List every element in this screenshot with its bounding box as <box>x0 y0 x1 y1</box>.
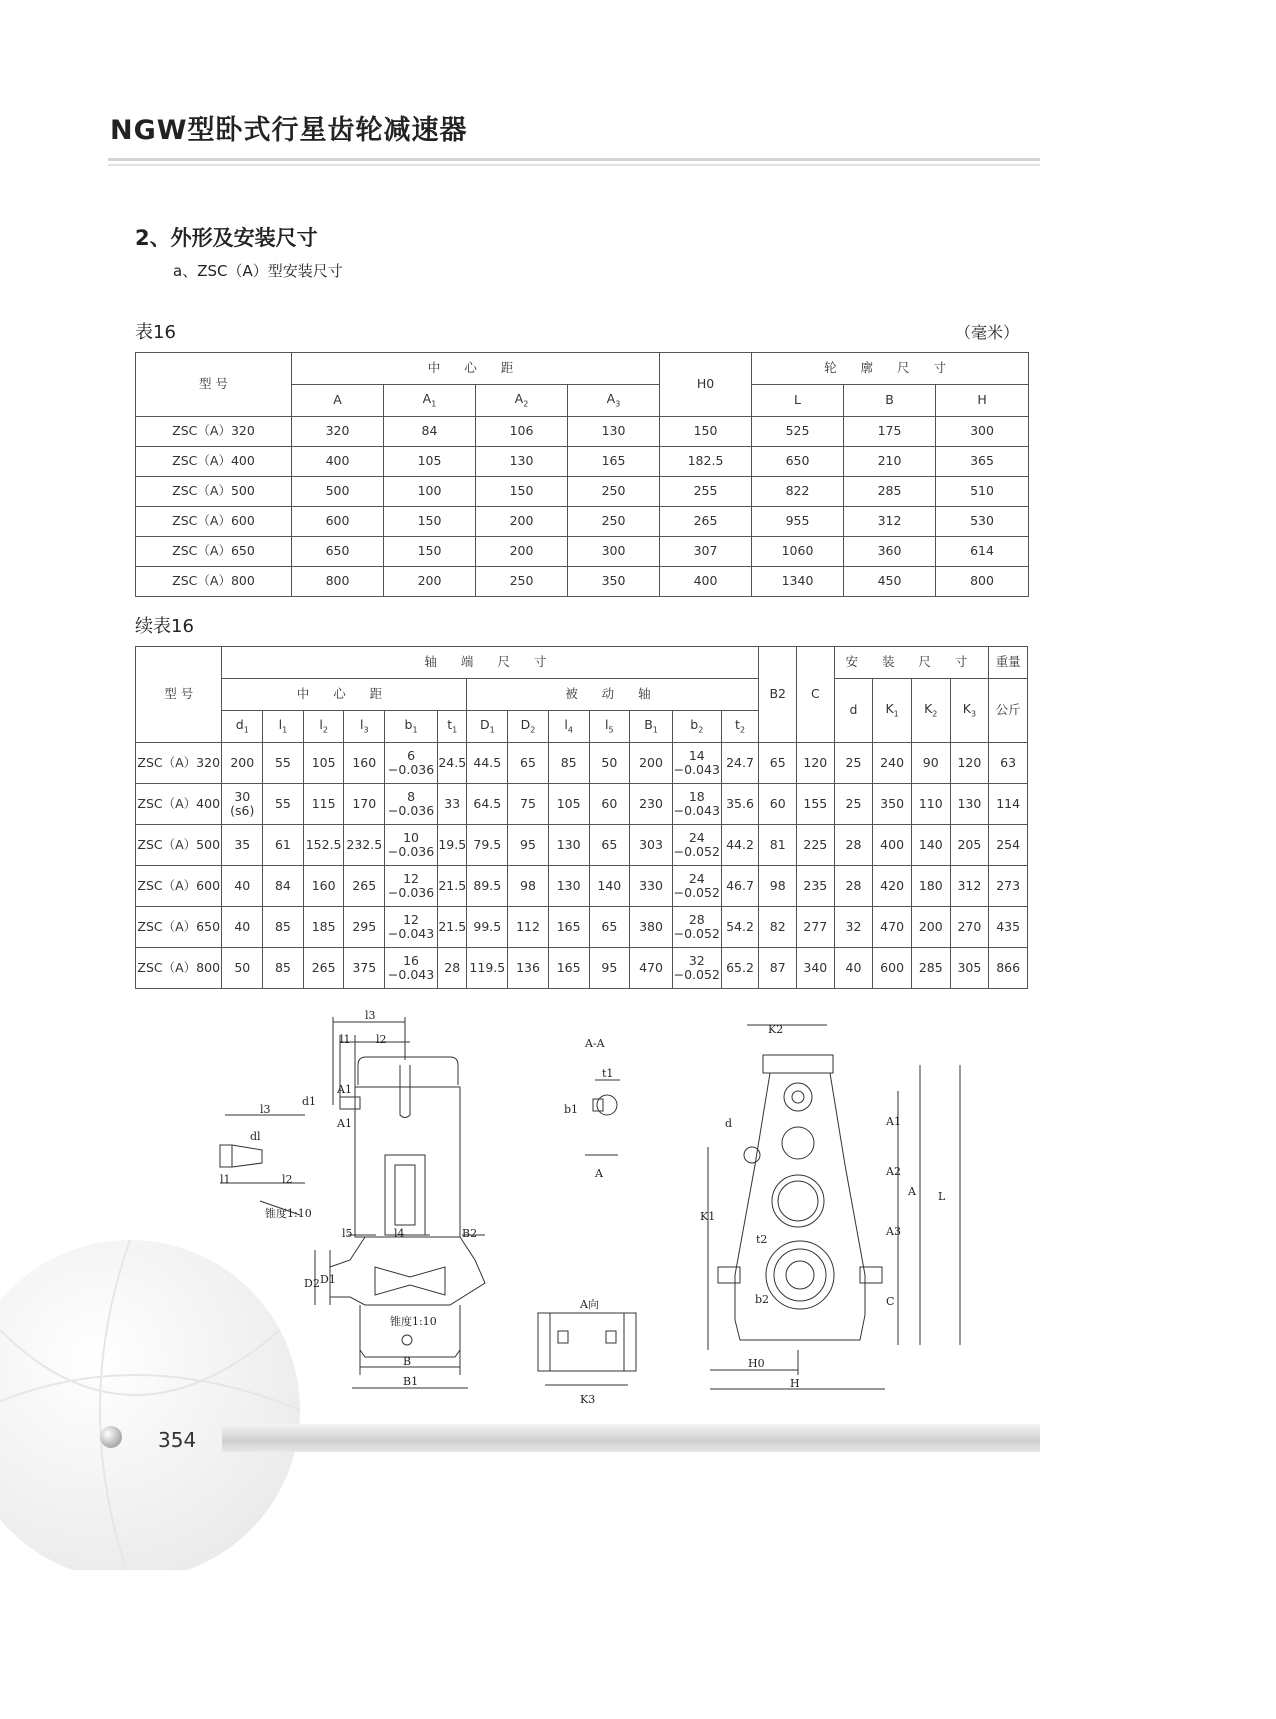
value-cell: 182.5 <box>660 447 752 477</box>
value-cell-b2: 24 −0.052 <box>672 825 721 866</box>
label-a1-right: A1 <box>886 1115 901 1128</box>
label-a-direction: A向 <box>580 1298 599 1311</box>
value-cell-d1: 44.5 <box>467 743 508 784</box>
label-a2: A2 <box>886 1165 901 1178</box>
value-cell-t1: 21.5 <box>438 907 467 948</box>
label-section-aa: A-A <box>585 1037 605 1050</box>
header-D2: $D_2$ <box>508 711 549 743</box>
header-h0: H0 <box>660 353 752 417</box>
header-l: L <box>752 385 844 417</box>
value-cell-k3: 120 <box>950 743 989 784</box>
value-cell-k1: 350 <box>873 784 912 825</box>
value-cell-l2: 160 <box>303 866 344 907</box>
label-c: C <box>886 1295 895 1308</box>
value-cell-l1: 85 <box>263 907 304 948</box>
header-outline: 轮 廓 尺 寸 <box>752 353 1029 385</box>
value-cell: 200 <box>476 507 568 537</box>
model-cell: ZSC（A）320 <box>136 417 292 447</box>
value-cell-d1: 40 <box>222 866 263 907</box>
value-cell-l4: 130 <box>548 866 589 907</box>
header-weight: 重量 <box>989 647 1028 679</box>
label-B: B <box>403 1355 412 1368</box>
value-cell-l5: 65 <box>589 907 630 948</box>
header-a: A <box>292 385 384 417</box>
header-k2: $K_2$ <box>911 679 950 743</box>
model-cell: ZSC（A）400 <box>136 447 292 477</box>
value-cell-k2: 200 <box>911 907 950 948</box>
value-cell-d2: 98 <box>508 866 549 907</box>
value-cell-t2: 44.2 <box>721 825 759 866</box>
value-cell: 800 <box>936 567 1029 597</box>
value-cell-l4: 130 <box>548 825 589 866</box>
value-cell: 300 <box>936 417 1029 447</box>
page-title: NGW型卧式行星齿轮减速器 <box>110 115 468 146</box>
value-cell-k1: 400 <box>873 825 912 866</box>
value-cell-t1: 19.5 <box>438 825 467 866</box>
value-cell-k1: 420 <box>873 866 912 907</box>
decorative-globe-icon <box>0 1210 320 1570</box>
value-cell: 175 <box>844 417 936 447</box>
label-h: H <box>790 1377 800 1390</box>
value-cell: 320 <box>292 417 384 447</box>
value-cell-t2: 65.2 <box>721 948 759 989</box>
table-row <box>136 477 1029 507</box>
value-cell-d: 25 <box>834 743 873 784</box>
section-heading: 2、外形及安装尺寸 <box>135 226 318 250</box>
value-cell-b2: 81 <box>759 825 797 866</box>
value-cell: 500 <box>292 477 384 507</box>
value-cell: 150 <box>476 477 568 507</box>
label-h0: H0 <box>748 1357 765 1370</box>
header-l5: $l_5$ <box>589 711 630 743</box>
header-center-distance: 中 心 距 <box>292 353 660 385</box>
value-cell-b1: 6 −0.036 <box>385 743 438 784</box>
value-cell-b1: 12 −0.036 <box>385 866 438 907</box>
header-c: C <box>797 647 835 743</box>
value-cell-d1: 200 <box>222 743 263 784</box>
value-cell-l2: 105 <box>303 743 344 784</box>
value-cell-k1: 600 <box>873 948 912 989</box>
value-cell: 800 <box>292 567 384 597</box>
table-row <box>136 447 1029 477</box>
value-cell-b1: 380 <box>630 907 673 948</box>
header-h: H <box>936 385 1029 417</box>
header-l4: $l_4$ <box>548 711 589 743</box>
table-label: 续表16 <box>135 616 194 637</box>
model-cell: ZSC（A）600 <box>136 507 292 537</box>
value-cell: 250 <box>476 567 568 597</box>
value-cell-k3: 270 <box>950 907 989 948</box>
header-center-distance: 中 心 距 <box>222 679 467 711</box>
label-a3: A3 <box>886 1225 901 1238</box>
label-l2: l2 <box>376 1033 387 1046</box>
label-b2-key: b2 <box>755 1293 770 1306</box>
header-a1: $A_1$ <box>384 385 476 417</box>
title-rule <box>108 158 1040 161</box>
value-cell: 250 <box>568 477 660 507</box>
value-cell: 100 <box>384 477 476 507</box>
label-l1: l1 <box>340 1033 351 1046</box>
label-l1: l1 <box>220 1173 231 1186</box>
value-cell-b2: 82 <box>759 907 797 948</box>
header-model: 型 号 <box>136 647 222 743</box>
value-cell-b2: 87 <box>759 948 797 989</box>
value-cell-b1: 200 <box>630 743 673 784</box>
value-cell: 150 <box>660 417 752 447</box>
label-b2: B2 <box>462 1227 478 1240</box>
value-cell-d2: 75 <box>508 784 549 825</box>
value-cell-b1: 16 −0.043 <box>385 948 438 989</box>
label-a1: A1 <box>337 1083 352 1096</box>
label-t1: t1 <box>602 1067 614 1080</box>
value-cell-d1: 119.5 <box>467 948 508 989</box>
value-cell-l3: 295 <box>344 907 385 948</box>
model-cell: ZSC（A）800 <box>136 567 292 597</box>
value-cell-w: 254 <box>989 825 1028 866</box>
value-cell-l4: 165 <box>548 948 589 989</box>
value-cell: 450 <box>844 567 936 597</box>
value-cell: 105 <box>384 447 476 477</box>
value-cell-k2: 285 <box>911 948 950 989</box>
value-cell-l5: 140 <box>589 866 630 907</box>
value-cell: 250 <box>568 507 660 537</box>
value-cell: 210 <box>844 447 936 477</box>
header-t2: $t_2$ <box>721 711 759 743</box>
table-16-body <box>136 417 1029 597</box>
label-l-total: L <box>938 1190 946 1203</box>
label-d1: d1 <box>302 1095 317 1108</box>
value-cell-k3: 305 <box>950 948 989 989</box>
value-cell: 650 <box>752 447 844 477</box>
value-cell-w: 866 <box>989 948 1028 989</box>
value-cell: 1060 <box>752 537 844 567</box>
value-cell-d1: 50 <box>222 948 263 989</box>
installation-drawing <box>200 1005 1000 1415</box>
value-cell: 650 <box>292 537 384 567</box>
value-cell-b2: 60 <box>759 784 797 825</box>
value-cell-b2: 98 <box>759 866 797 907</box>
model-cell: ZSC（A）650 <box>136 537 292 567</box>
model-cell: ZSC（A）320 <box>136 743 222 784</box>
value-cell-l1: 84 <box>263 866 304 907</box>
table-row <box>136 784 1028 825</box>
label-k3: K3 <box>580 1393 596 1406</box>
value-cell-l5: 50 <box>589 743 630 784</box>
value-cell-b1: 8 −0.036 <box>385 784 438 825</box>
value-cell: 955 <box>752 507 844 537</box>
value-cell-c: 155 <box>797 784 835 825</box>
label-l3: l3 <box>260 1103 271 1116</box>
title-rule <box>108 164 1040 166</box>
value-cell-b1: 303 <box>630 825 673 866</box>
value-cell: 300 <box>568 537 660 567</box>
value-cell-l4: 105 <box>548 784 589 825</box>
value-cell: 400 <box>292 447 384 477</box>
table-row <box>136 743 1028 784</box>
label-d: d <box>725 1117 733 1130</box>
value-cell: 130 <box>476 447 568 477</box>
value-cell: 307 <box>660 537 752 567</box>
value-cell-d: 28 <box>834 825 873 866</box>
header-b: B <box>844 385 936 417</box>
value-cell-d2: 65 <box>508 743 549 784</box>
value-cell-d2: 136 <box>508 948 549 989</box>
value-cell-k2: 110 <box>911 784 950 825</box>
value-cell: 312 <box>844 507 936 537</box>
model-cell: ZSC（A）800 <box>136 948 222 989</box>
value-cell: 265 <box>660 507 752 537</box>
header-shaft-end: 轴 端 尺 寸 <box>222 647 759 679</box>
label-a1: A1 <box>337 1117 352 1130</box>
header-weight-unit: 公斤 <box>989 679 1028 743</box>
label-D1: D1 <box>320 1273 336 1286</box>
value-cell-l3: 170 <box>344 784 385 825</box>
value-cell: 822 <box>752 477 844 507</box>
value-cell-l4: 85 <box>548 743 589 784</box>
value-cell: 400 <box>660 567 752 597</box>
value-cell-c: 235 <box>797 866 835 907</box>
value-cell-d: 40 <box>834 948 873 989</box>
value-cell-l1: 55 <box>263 784 304 825</box>
value-cell-d1: 89.5 <box>467 866 508 907</box>
value-cell-b1: 10 −0.036 <box>385 825 438 866</box>
table-row <box>136 507 1029 537</box>
value-cell-b1: 12 −0.043 <box>385 907 438 948</box>
value-cell-d: 32 <box>834 907 873 948</box>
label-l5: l5 <box>342 1227 353 1240</box>
value-cell-w: 114 <box>989 784 1028 825</box>
model-cell: ZSC（A）500 <box>136 477 292 507</box>
header-l3: $l_3$ <box>344 711 385 743</box>
label-a-right: A <box>908 1185 916 1198</box>
value-cell-l3: 160 <box>344 743 385 784</box>
value-cell-d1: 79.5 <box>467 825 508 866</box>
header-model: 型 号 <box>136 353 292 417</box>
header-install: 安 装 尺 寸 <box>834 647 989 679</box>
header-B1: $B_1$ <box>630 711 673 743</box>
header-d: d <box>834 679 873 743</box>
value-cell-b2: 28 −0.052 <box>672 907 721 948</box>
value-cell-l2: 152.5 <box>303 825 344 866</box>
value-cell: 350 <box>568 567 660 597</box>
model-cell: ZSC（A）500 <box>136 825 222 866</box>
table-row <box>136 567 1029 597</box>
value-cell: 84 <box>384 417 476 447</box>
header-b2-key: $b_2$ <box>672 711 721 743</box>
label-D2: D2 <box>304 1277 320 1290</box>
page-number: 354 <box>158 1428 197 1452</box>
value-cell-b1: 470 <box>630 948 673 989</box>
value-cell-b2: 65 <box>759 743 797 784</box>
header-l2: $l_2$ <box>303 711 344 743</box>
label-taper: 锥度1:10 <box>265 1207 312 1220</box>
label-b1: b1 <box>564 1103 579 1116</box>
value-cell-k3: 205 <box>950 825 989 866</box>
value-cell: 165 <box>568 447 660 477</box>
table-label: 表16 <box>135 322 176 343</box>
value-cell: 614 <box>936 537 1029 567</box>
label-k2: K2 <box>768 1023 784 1036</box>
value-cell-l2: 115 <box>303 784 344 825</box>
value-cell: 130 <box>568 417 660 447</box>
footer-band <box>222 1424 1040 1452</box>
value-cell-c: 277 <box>797 907 835 948</box>
value-cell: 200 <box>384 567 476 597</box>
value-cell-k2: 90 <box>911 743 950 784</box>
header-D1: $D_1$ <box>467 711 508 743</box>
value-cell-l4: 165 <box>548 907 589 948</box>
value-cell-b2: 14 −0.043 <box>672 743 721 784</box>
header-a2: $A_2$ <box>476 385 568 417</box>
value-cell-l1: 85 <box>263 948 304 989</box>
value-cell-d1: 30 (s6) <box>222 784 263 825</box>
value-cell-k1: 240 <box>873 743 912 784</box>
value-cell: 150 <box>384 537 476 567</box>
table-row <box>136 825 1028 866</box>
value-cell: 530 <box>936 507 1029 537</box>
table-row <box>136 948 1028 989</box>
value-cell-w: 273 <box>989 866 1028 907</box>
label-taper: 锥度1:10 <box>390 1315 437 1328</box>
header-b2: B2 <box>759 647 797 743</box>
value-cell: 1340 <box>752 567 844 597</box>
header-l1: $l_1$ <box>263 711 304 743</box>
value-cell-k3: 312 <box>950 866 989 907</box>
header-t1: $t_1$ <box>438 711 467 743</box>
model-cell: ZSC（A）400 <box>136 784 222 825</box>
header-a3: $A_3$ <box>568 385 660 417</box>
label-t2: t2 <box>756 1233 768 1246</box>
value-cell-w: 435 <box>989 907 1028 948</box>
value-cell-l1: 61 <box>263 825 304 866</box>
value-cell-l3: 265 <box>344 866 385 907</box>
value-cell-d: 28 <box>834 866 873 907</box>
value-cell-d2: 95 <box>508 825 549 866</box>
value-cell: 285 <box>844 477 936 507</box>
value-cell-t1: 33 <box>438 784 467 825</box>
value-cell: 510 <box>936 477 1029 507</box>
table-row <box>136 417 1029 447</box>
value-cell: 365 <box>936 447 1029 477</box>
header-b1: $b_1$ <box>385 711 438 743</box>
value-cell-d1: 35 <box>222 825 263 866</box>
header-d1: $d_1$ <box>222 711 263 743</box>
label-a: A <box>595 1167 603 1180</box>
label-B1: B1 <box>403 1375 419 1388</box>
value-cell-b2: 18 −0.043 <box>672 784 721 825</box>
label-k1: K1 <box>700 1210 716 1223</box>
value-cell-t2: 24.7 <box>721 743 759 784</box>
value-cell-k2: 140 <box>911 825 950 866</box>
value-cell-b2: 24 −0.052 <box>672 866 721 907</box>
label-l3: l3 <box>365 1009 376 1022</box>
value-cell-l5: 95 <box>589 948 630 989</box>
value-cell-t1: 21.5 <box>438 866 467 907</box>
value-cell-l5: 65 <box>589 825 630 866</box>
value-cell-k3: 130 <box>950 784 989 825</box>
value-cell-b1: 230 <box>630 784 673 825</box>
value-cell-b2: 32 −0.052 <box>672 948 721 989</box>
value-cell: 360 <box>844 537 936 567</box>
value-cell-t1: 28 <box>438 948 467 989</box>
value-cell-d2: 112 <box>508 907 549 948</box>
value-cell-w: 63 <box>989 743 1028 784</box>
value-cell-c: 120 <box>797 743 835 784</box>
value-cell: 200 <box>476 537 568 567</box>
value-cell-l3: 375 <box>344 948 385 989</box>
label-dl: dl <box>250 1130 261 1143</box>
table-row <box>136 907 1028 948</box>
value-cell-k1: 470 <box>873 907 912 948</box>
model-cell: ZSC（A）650 <box>136 907 222 948</box>
value-cell-l5: 60 <box>589 784 630 825</box>
footer-bullet-icon <box>100 1426 122 1448</box>
label-l2: l2 <box>282 1173 293 1186</box>
value-cell-d: 25 <box>834 784 873 825</box>
header-k3: $K_3$ <box>950 679 989 743</box>
value-cell-d1: 64.5 <box>467 784 508 825</box>
section-subheading: a、ZSC（A）型安装尺寸 <box>173 262 343 280</box>
value-cell-d1: 40 <box>222 907 263 948</box>
unit-label: （毫米） <box>955 323 1020 342</box>
table-row <box>136 537 1029 567</box>
value-cell-l2: 265 <box>303 948 344 989</box>
value-cell-k2: 180 <box>911 866 950 907</box>
value-cell-t2: 35.6 <box>721 784 759 825</box>
table-16 <box>135 352 1029 597</box>
value-cell-l3: 232.5 <box>344 825 385 866</box>
value-cell-c: 340 <box>797 948 835 989</box>
value-cell: 525 <box>752 417 844 447</box>
table-16-continued-body <box>136 743 1028 989</box>
value-cell-l1: 55 <box>263 743 304 784</box>
value-cell-t2: 54.2 <box>721 907 759 948</box>
value-cell: 600 <box>292 507 384 537</box>
label-l4: l4 <box>394 1227 405 1240</box>
value-cell-t1: 24.5 <box>438 743 467 784</box>
value-cell-b1: 330 <box>630 866 673 907</box>
value-cell-t2: 46.7 <box>721 866 759 907</box>
value-cell: 106 <box>476 417 568 447</box>
header-driven-shaft: 被 动 轴 <box>467 679 759 711</box>
value-cell-d1: 99.5 <box>467 907 508 948</box>
value-cell-l2: 185 <box>303 907 344 948</box>
value-cell: 255 <box>660 477 752 507</box>
header-k1: $K_1$ <box>873 679 912 743</box>
table-row <box>136 866 1028 907</box>
value-cell: 150 <box>384 507 476 537</box>
table-16-continued <box>135 646 1028 989</box>
model-cell: ZSC（A）600 <box>136 866 222 907</box>
value-cell-c: 225 <box>797 825 835 866</box>
